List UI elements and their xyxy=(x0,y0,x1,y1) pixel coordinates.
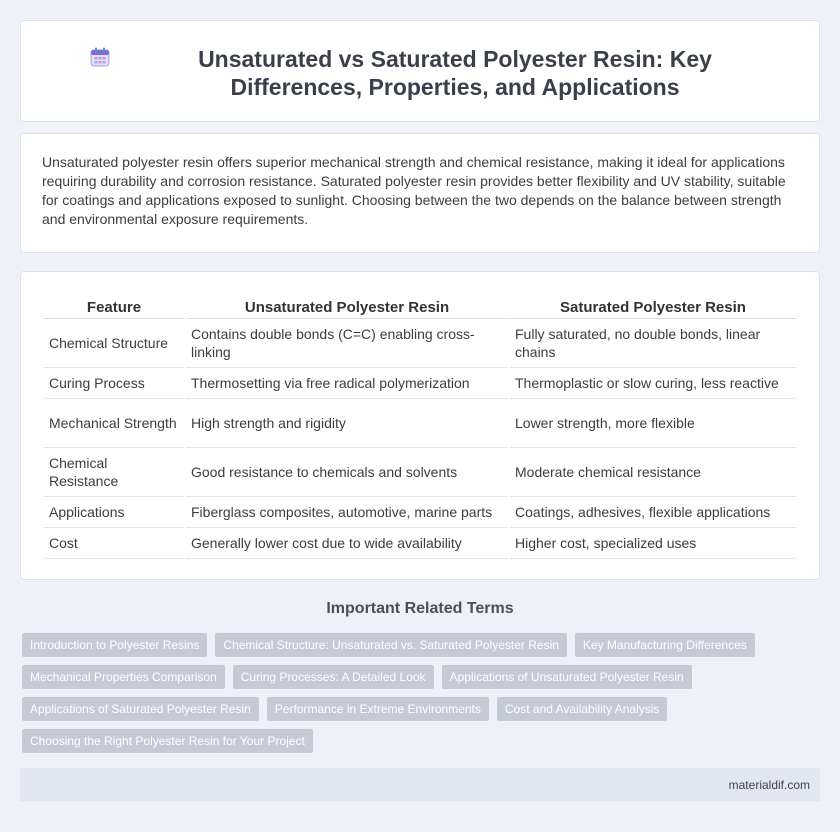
table-cell: Curing Process xyxy=(44,368,184,399)
column-header-feature: Feature xyxy=(44,297,184,319)
table-cell: Good resistance to chemicals and solvents xyxy=(186,448,508,497)
related-term-tag[interactable]: Applications of Saturated Polyester Resin xyxy=(22,697,259,721)
table-cell: Higher cost, specialized uses xyxy=(510,528,796,559)
related-term-tag[interactable]: Mechanical Properties Comparison xyxy=(22,665,225,689)
related-term-tag[interactable]: Cost and Availability Analysis xyxy=(497,697,668,721)
table-row xyxy=(44,399,796,448)
table-cell: Fully saturated, no double bonds, linear chains xyxy=(510,319,796,368)
title-card xyxy=(20,20,820,122)
table-cell: Thermosetting via free radical polymerization xyxy=(186,368,508,399)
table-cell: Chemical Structure xyxy=(44,319,184,368)
related-term-tag[interactable]: Key Manufacturing Differences xyxy=(575,633,755,657)
comparison-table-card xyxy=(20,271,820,580)
table-cell: Chemical Resistance xyxy=(44,448,184,497)
related-term-tag[interactable]: Applications of Unsaturated Polyester Resin xyxy=(442,665,692,689)
table-cell: Moderate chemical resistance xyxy=(510,448,796,497)
column-header-unsaturated: Unsaturated Polyester Resin xyxy=(186,297,508,319)
table-cell: High strength and rigidity xyxy=(186,399,508,448)
table-cell: Lower strength, more flexible xyxy=(510,399,796,448)
table-cell: Generally lower cost due to wide availability xyxy=(186,528,508,559)
page-title: Unsaturated vs Saturated Polyester Resin: Key Differences, Properties, and Applications xyxy=(198,46,712,100)
table-row xyxy=(44,448,796,497)
footer xyxy=(20,768,820,801)
table-header-row xyxy=(44,297,796,319)
summary-text: Unsaturated polyester resin offers superior mechanical strength and chemical resistance, making it ideal for applications requiring durability and corrosion resistance. Saturated polyester resin provides better flexibility and UV stability, suitable for coatings and applications exposed to sunlight. Choosing between the two depends on the balance between strength and environmental exposure requirements. xyxy=(42,154,786,227)
table-cell: Applications xyxy=(44,497,184,528)
related-terms-list xyxy=(22,633,762,753)
table-row xyxy=(44,528,796,559)
related-term-tag[interactable]: Performance in Extreme Environments xyxy=(267,697,489,721)
table-row xyxy=(44,319,796,368)
table-cell: Thermoplastic or slow curing, less reactive xyxy=(510,368,796,399)
comparison-table xyxy=(42,297,798,559)
table-cell: Mechanical Strength xyxy=(44,399,184,448)
table-cell: Coatings, adhesives, flexible applications xyxy=(510,497,796,528)
table-cell: Fiberglass composites, automotive, marine parts xyxy=(186,497,508,528)
summary-card xyxy=(20,133,820,253)
related-term-tag[interactable]: Introduction to Polyester Resins xyxy=(22,633,207,657)
table-row xyxy=(44,497,796,528)
related-terms-heading: Important Related Terms xyxy=(326,600,514,617)
footer-site-link[interactable]: materialdif.com xyxy=(728,778,810,792)
table-row xyxy=(44,368,796,399)
related-term-tag[interactable]: Choosing the Right Polyester Resin for Your Project xyxy=(22,729,313,753)
table-cell: Contains double bonds (C=C) enabling cross-linking xyxy=(186,319,508,368)
related-term-tag[interactable]: Curing Processes: A Detailed Look xyxy=(233,665,434,689)
column-header-saturated: Saturated Polyester Resin xyxy=(510,297,796,319)
related-term-tag[interactable]: Chemical Structure: Unsaturated vs. Saturated Polyester Resin xyxy=(215,633,566,657)
table-cell: Cost xyxy=(44,528,184,559)
